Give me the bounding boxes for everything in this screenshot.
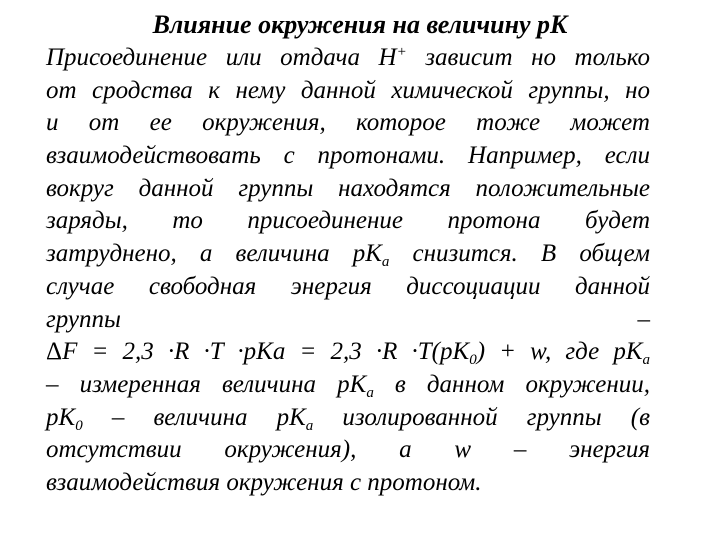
dash-symbol: – (637, 305, 650, 333)
text-line-12 (46, 402, 650, 435)
text-segment: ) + w, где pK (476, 338, 643, 366)
text-line-11 (46, 369, 650, 402)
text-segment: – величина pK (82, 403, 306, 431)
text-line-13: отсутствии окружения), а w – энергия (46, 436, 650, 464)
text-segment: Присоединение или отдача H (46, 44, 397, 71)
text-line-7 (46, 238, 650, 271)
superscript-plus: + (396, 44, 407, 60)
text-line-9 (46, 304, 650, 337)
text-line-2: от сродства к нему данной химической группы, но (46, 76, 650, 104)
text-segment: группы (46, 305, 121, 333)
subscript-zero: 0 (469, 352, 477, 369)
text-segment: затруднено, а величина pK (46, 240, 382, 268)
subscript-zero: 0 (75, 417, 83, 434)
subscript-a: a (381, 254, 390, 271)
text-line-1 (46, 42, 650, 75)
subscript-a: a (305, 417, 314, 434)
delta-symbol: Δ (46, 338, 63, 366)
text-line-6: заряды, то присоединение протона будет (46, 207, 650, 235)
text-line-4: взаимодействовать с протонами. Например, если (46, 142, 650, 170)
text-segment: pK (46, 403, 76, 431)
text-line-3: и от ее окружения, которое тоже может (46, 109, 650, 137)
subscript-a: a (642, 352, 650, 369)
text-line-5: вокруг данной группы находятся положительные (46, 174, 650, 202)
text-segment: изолированной группы (в (313, 403, 650, 431)
text-line-10 (46, 336, 650, 369)
subscript-a: a (366, 384, 374, 401)
body-text (46, 42, 650, 500)
text-segment: F = 2,3 ·R ·T ·pKa = 2,3 ·R ·T(pK (62, 338, 470, 366)
text-segment: в данном окружении, (373, 370, 650, 398)
text-line-14: взаимодействия окружения с протоном. (46, 468, 482, 496)
text-line-8: случае свободная энергия диссоциации данной (46, 272, 650, 300)
text-segment: зависит но только (406, 44, 650, 71)
text-segment: – измеренная величина pK (46, 370, 367, 398)
slide-title: Влияние окружения на величину pK (152, 10, 568, 39)
text-segment: снизится. В общем (389, 240, 650, 268)
